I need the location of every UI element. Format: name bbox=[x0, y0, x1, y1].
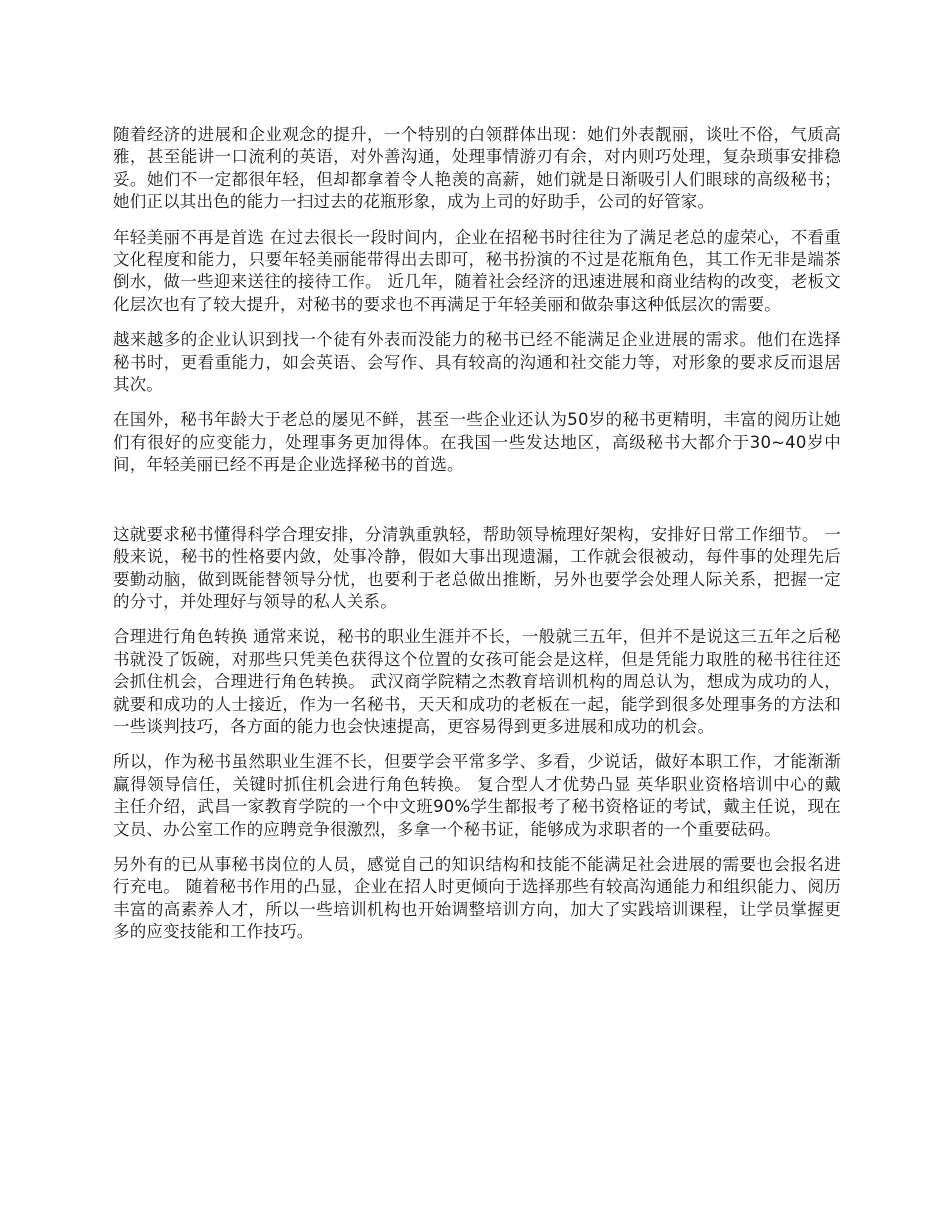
paragraph-2: 年轻美丽不再是首选 在过去很长一段时间内，企业在招秘书时往往为了满足老总的虚荣心，不看重文化程度和能力，只要年轻美丽能带得出去即可，秘书扮演的不过是花瓶角色，其工作无非是端茶倒水，做一些迎来送往的接待工作。 近几年，随着社会经济的迅速进展和商业结构的改变，老板文化层次也有了较大提升，对秘书的要求也不再满足于年轻美丽和做杂事这种低层次的需要。 bbox=[113, 227, 841, 314]
paragraph-6: 合理进行角色转换 通常来说，秘书的职业生涯并不长，一般就三五年，但并不是说这三五年之后秘书就没了饭碗，对那些只凭美色获得这个位置的女孩可能会是这样，但是凭能力取胜的秘书往往还会抓住机会，合理进行角色转换。 武汉商学院精之杰教育培训机构的周总认为，想成为成功的人，就要和成功的人士接近，作为一名秘书，天天和成功的老板在一起，能学到很多处理事务的方法和一些谈判技巧，各方面的能力也会快速提高，更容易得到更多进展和成功的机会。 bbox=[113, 627, 841, 736]
paragraph-8: 另外有的已从事秘书岗位的人员，感觉自己的知识结构和技能不能满足社会进展的需要也会报名进行充电。 随着秘书作用的凸显，企业在招人时更倾向于选择那些有较高沟通能力和组织能力、阅历丰富的高素养人才，所以一些培训机构也开始调整培训方向，加大了实践培训课程，让学员掌握更多的应变技能和工作技巧。 bbox=[113, 854, 841, 942]
document-body bbox=[113, 124, 841, 957]
paragraph-5: 这就要求秘书懂得科学合理安排，分清孰重孰轻，帮助领导梳理好架构，安排好日常工作细节。 一般来说，秘书的性格要内敛，处事冷静，假如大事出现遗漏，工作就会很被动，每件事的处理先后要勤动脑，做到既能替领导分忧，也要利于老总做出推断，另外也要学会处理人际关系，把握一定的分寸，并处理好与领导的私人关系。 bbox=[113, 524, 841, 611]
section-spacer bbox=[113, 490, 841, 524]
paragraph-7: 所以，作为秘书虽然职业生涯不长，但要学会平常多学、多看，少说话，做好本职工作，才能渐渐赢得领导信任，关键时抓住机会进行角色转换。 复合型人才优势凸显 英华职业资格培训中心的戴主任介绍，武昌一家教育学院的一个中文班90%学生都报考了秘书资格证的考试，戴主任说，现在文员、办公室工作的应聘竞争很激烈，多拿一个秘书证，能够成为求职者的一个重要砝码。 bbox=[113, 752, 841, 839]
paragraph-3: 越来越多的企业认识到找一个徒有外表而没能力的秘书已经不能满足企业进展的需求。他们在选择秘书时，更看重能力，如会英语、会写作、具有较高的沟通和社交能力等，对形象的要求反而退居其次。 bbox=[113, 330, 841, 395]
paragraph-4: 在国外，秘书年龄大于老总的屡见不鲜，甚至一些企业还认为50岁的秘书更精明，丰富的阅历让她们有很好的应变能力，处理事务更加得体。在我国一些发达地区，高级秘书大都介于30~40岁中间，年轻美丽已经不再是企业选择秘书的首选。 bbox=[113, 410, 841, 475]
paragraph-1: 随着经济的进展和企业观念的提升，一个特别的白领群体出现：她们外表靓丽，谈吐不俗，气质高雅，甚至能讲一口流利的英语，对外善沟通，处理事情游刃有余，对内则巧处理，复杂琐事安排稳妥。她们不一定都很年轻，但却都拿着令人艳羡的高薪，她们就是日渐吸引人们眼球的高级秘书；她们正以其出色的能力一扫过去的花瓶形象，成为上司的好助手，公司的好管家。 bbox=[113, 125, 841, 212]
